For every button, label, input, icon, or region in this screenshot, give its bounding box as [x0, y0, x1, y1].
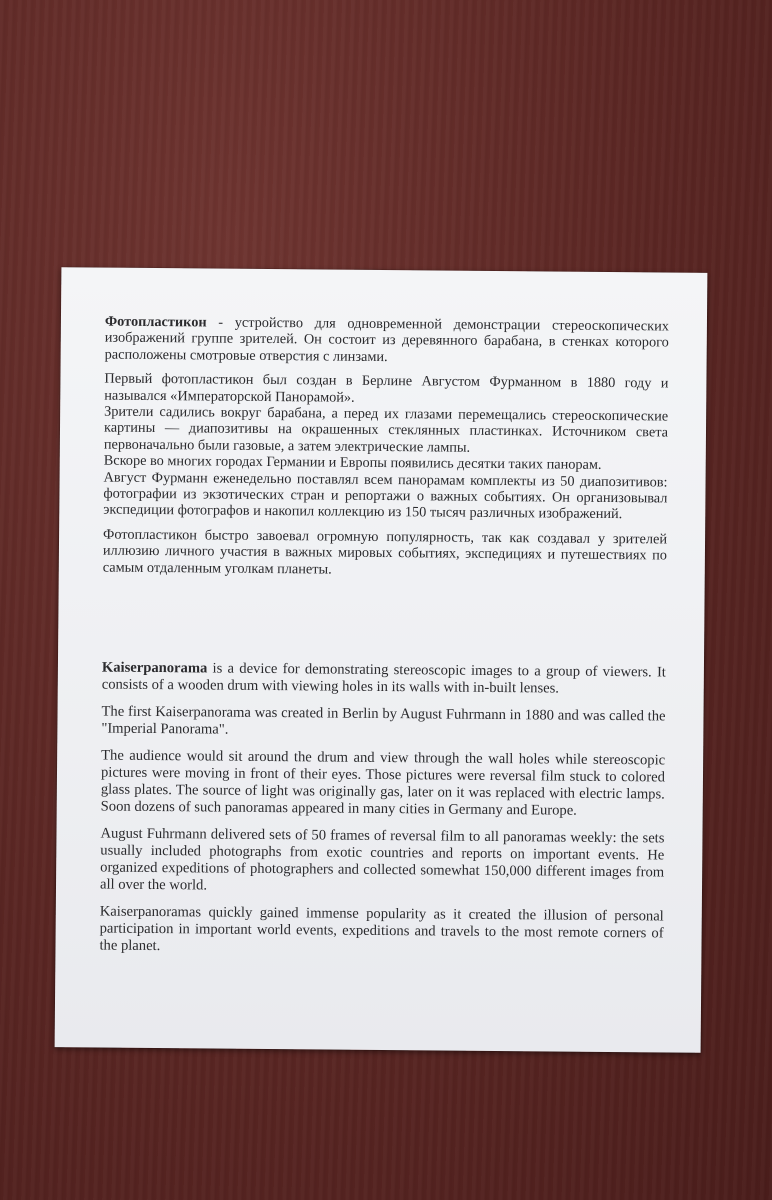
ru-history-line: Первый фотопластикон был создан в Берлине Августом Фурманном в 1880 году и назывался «Императорской Панорамой».	[104, 370, 669, 406]
russian-text-section	[103, 314, 669, 589]
ru-history-line: Зрители садились вокруг барабана, а перед их глазами перемещались стереоскопические картины — диапозитивы на окрашенных стеклянных пластинках. Источником света первоначально были газовые, а затем электрические лампы.	[103, 403, 669, 456]
ru-history-line: Август Фурманн еженедельно поставлял всем панорамам комплекты из 50 диапозитивов: фотографии из экзотических стран и репортажи о важных событиях. Он организовывал экспедиции фотографов и накопил коллекцию из 150 тысяч различных изображений.	[103, 469, 668, 523]
en-paragraph-definition	[102, 660, 666, 699]
ru-paragraph-definition	[105, 314, 669, 368]
english-text-section	[99, 660, 666, 970]
en-paragraph-creation: The first Kaiserpanorama was created in Berlin by August Fuhrmann in 1880 and was called the "Imperial Panorama".	[101, 703, 666, 738]
ru-definition-text: - устройство для одновременной демонстрации стереоскопических изображений группе зрителей. Он состоит из деревянного барабана, в стенках которого расположены смотровые отверстия с линзами.	[104, 314, 669, 365]
ru-term-heading: Фотопластикон	[104, 313, 207, 331]
paper-sheet	[55, 267, 708, 1053]
ru-history-line: Вскоре во многих городах Германии и Европы появились десятки таких панорам.	[103, 452, 602, 474]
en-term-heading: Kaiserpanorama	[101, 659, 208, 677]
ru-paragraph-popularity: Фотопластикон быстро завоевал огромную популярность, так как создавал у зрителей иллюзию личного участия в важных мировых событиях, экспедициях и путешествиях по самым отдаленным уголкам планеты.	[102, 526, 668, 578]
en-paragraph-audience: The audience would sit around the drum and view through the wall holes while stereoscopic pictures were moving in front of their eyes. Those pictures were reversal film stuck to colored glass plates. The source of light was originally gas, later on it was replaced with electric lamps. Soon dozens of such panoramas appeared in many cities in Germany and Europe.	[100, 747, 666, 819]
en-definition-text: is a device for demonstrating stereoscopic images to a group of viewers. It consists of a wooden drum with viewing holes in its walls with in-built lenses.	[101, 660, 666, 697]
ru-paragraph-history	[103, 371, 668, 524]
en-paragraph-popularity: Kaiserpanoramas quickly gained immense popularity as it created the illusion of personal participation in important world events, expeditions and travels to the most remote corners of the planet.	[99, 903, 664, 955]
en-paragraph-delivery: August Fuhrmann delivered sets of 50 frames of reversal film to all panoramas weekly: the sets usually included photographs from exotic countries and reports on important events. He organized expeditions of photographers and collected somewhat 150,000 different images from all over the world.	[99, 825, 665, 894]
